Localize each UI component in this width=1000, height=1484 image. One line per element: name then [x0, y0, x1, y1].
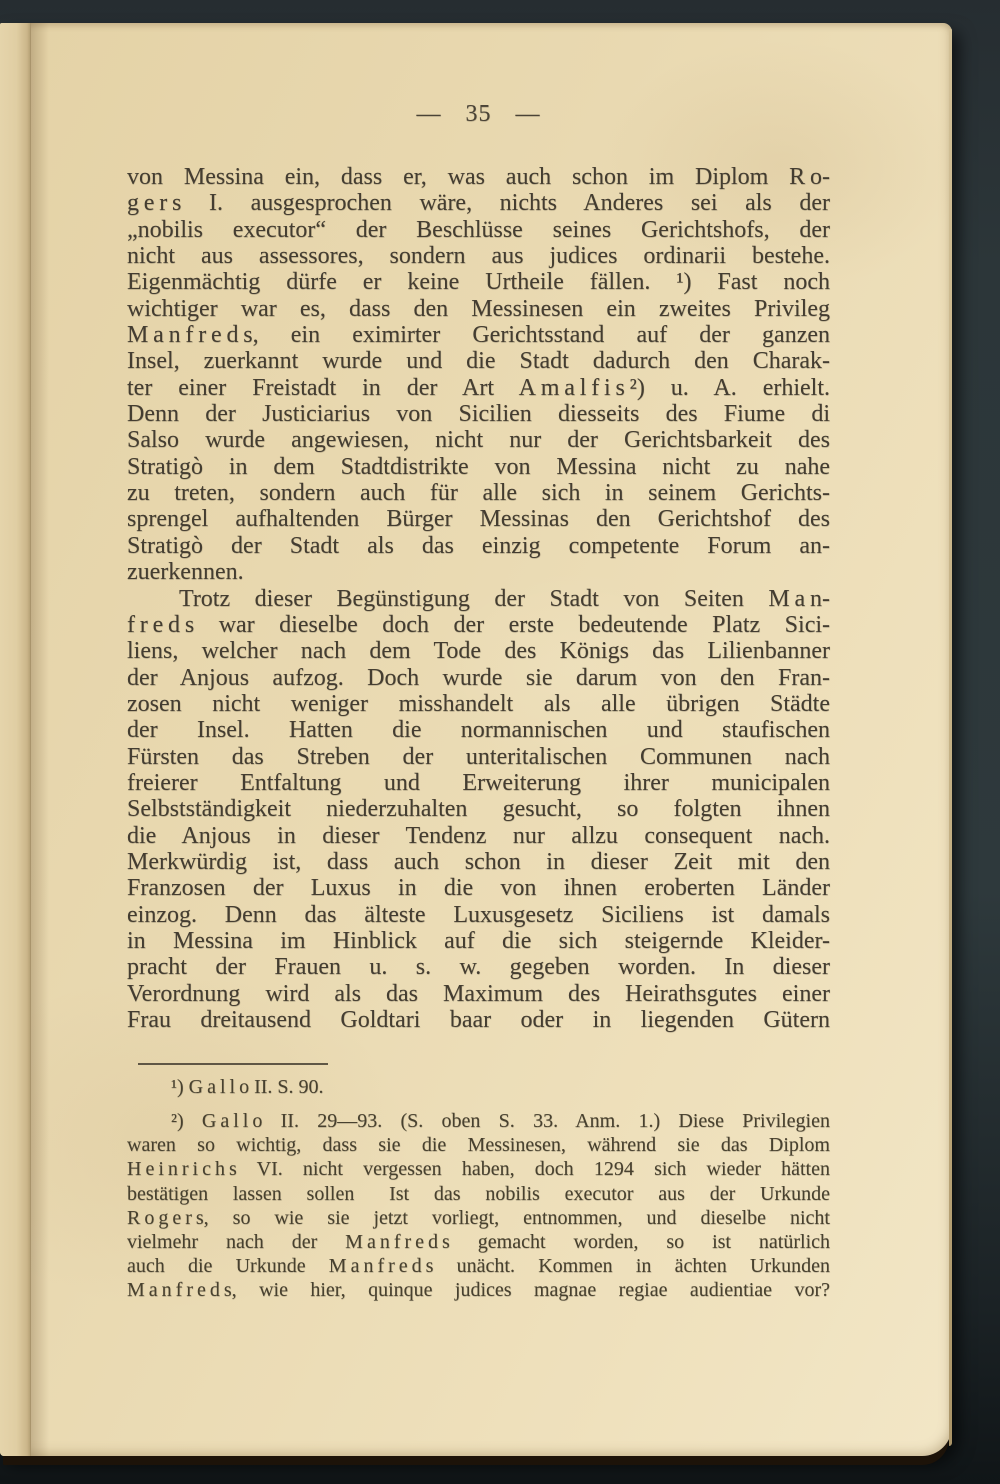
- text-line: Stratigò der Stadt als das einzig competente Forum an-: [127, 532, 830, 559]
- footnote-line: ²) G a l l o II. 29—93. (S. oben S. 33. Anm. 1.) Diese Privilegien: [171, 1110, 830, 1132]
- footnote-line: waren so wichtig, dass sie die Messinesen, während sie das Diplom: [127, 1134, 830, 1157]
- text-line: Merkwürdig ist, dass auch schon in dieser Zeit mit den: [127, 848, 830, 875]
- text-line: g e r s I. ausgesprochen wäre, nichts Anderes sei als der: [127, 190, 830, 217]
- text-line: die Anjous in dieser Tendenz nur allzu consequent nach.: [127, 822, 830, 849]
- text-line: f r e d s war dieselbe doch der erste bedeutende Platz Sici-: [127, 611, 830, 638]
- text-line: der Insel. Hatten die normannischen und staufischen: [127, 717, 830, 744]
- text-line: „nobilis executor“ der Beschlüsse seines Gerichtshofs, der: [127, 216, 830, 243]
- text-line: Frau dreitausend Goldtari baar oder in liegenden Gütern: [127, 1007, 830, 1033]
- text-line: wichtiger war es, dass den Messinesen ein zweites Privileg: [127, 295, 830, 322]
- text-line: Stratigò in dem Stadtdistrikte von Messina nicht zu nahe: [127, 453, 830, 480]
- footnote-line: bestätigen lassen sollen Ist das nobilis executor aus der Urkunde: [127, 1182, 830, 1205]
- text-line: der Anjous aufzog. Doch wurde sie darum von den Fran-: [127, 664, 830, 691]
- text-line-paragraph-start: Trotz dieser Begünstigung der Stadt von Seiten M a n-: [179, 585, 830, 612]
- footnote-separator: [138, 1063, 328, 1065]
- page-gutter-fold: [0, 23, 31, 1456]
- text-line: Salso wurde angewiesen, nicht nur der Gerichtsbarkeit des: [127, 427, 830, 454]
- text-line: Fürsten das Streben der unteritalischen Communen nach: [127, 743, 830, 770]
- text-line: Insel, zuerkannt wurde und die Stadt dadurch den Charak-: [127, 348, 830, 375]
- text-line: Franzosen der Luxus in die von ihnen eroberten Länder: [127, 875, 830, 902]
- footnote-line: M a n f r e d s, wie hier, quinque judices magnae regiae audientiae vor?: [127, 1279, 830, 1302]
- text-line: M a n f r e d s, ein eximirter Gerichtsstand auf der ganzen: [127, 322, 830, 349]
- footnote-line: R o g e r s, so wie sie jetzt vorliegt, entnommen, und dieselbe nicht: [127, 1206, 830, 1229]
- text-line: einzog. Denn das älteste Luxusgesetz Siciliens ist damals: [127, 901, 830, 928]
- text-line: zosen nicht weniger misshandelt als alle übrigen Städte: [127, 690, 830, 717]
- text-line: ter einer Freistadt in der Art A m a l f i s ²) u. A. erhielt.: [127, 374, 830, 401]
- page-number: — 35 —: [416, 101, 541, 127]
- gutter-shadow: [31, 23, 49, 1456]
- text-line: pracht der Frauen u. s. w. gegeben worden. In dieser: [127, 954, 830, 981]
- text-line: zuerkennen.: [127, 559, 244, 586]
- text-line: Denn der Justiciarius von Sicilien diesseits des Fiume di: [127, 401, 830, 428]
- text-line: nicht aus assessores, sondern aus judices ordinarii bestehe.: [127, 243, 830, 270]
- text-line: in Messina im Hinblick auf die sich steigernde Kleider-: [127, 927, 830, 954]
- page-right-edge: [949, 29, 952, 1446]
- footnote-line: H e i n r i c h s VI. nicht vergessen haben, doch 1294 sich wieder hätten: [127, 1158, 830, 1181]
- book-page: [0, 23, 952, 1456]
- footnote-line: auch die Urkunde M a n f r e d s unächt. Kommen in ächten Urkunden: [127, 1255, 830, 1278]
- text-line: Selbstständigkeit niederzuhalten gesucht, so folgten ihnen: [127, 796, 830, 823]
- text-line: zu treten, sondern auch für alle sich in seinem Gerichts-: [127, 480, 830, 507]
- text-line: Verordnung wird als das Maximum des Heirathsgutes einer: [127, 980, 830, 1007]
- footnote-1: [127, 1075, 830, 1099]
- main-text: [127, 164, 830, 1033]
- text-line: freierer Entfaltung und Erweiterung ihrer municipalen: [127, 769, 830, 796]
- text-line: von Messina ein, dass er, was auch schon im Diplom R o-: [127, 164, 830, 190]
- text-line: liens, welcher nach dem Tode des Königs das Lilienbanner: [127, 638, 830, 665]
- footnote-2: [127, 1109, 830, 1303]
- footnote-line: ¹) G a l l o II. S. 90.: [171, 1076, 324, 1098]
- text-line: Eigenmächtig dürfe er keine Urtheile fällen. ¹) Fast noch: [127, 269, 830, 296]
- footnote-line: vielmehr nach der M a n f r e d s gemacht worden, so ist natürlich: [127, 1230, 830, 1253]
- text-line: sprengel aufhaltenden Bürger Messinas den Gerichtshof des: [127, 506, 830, 533]
